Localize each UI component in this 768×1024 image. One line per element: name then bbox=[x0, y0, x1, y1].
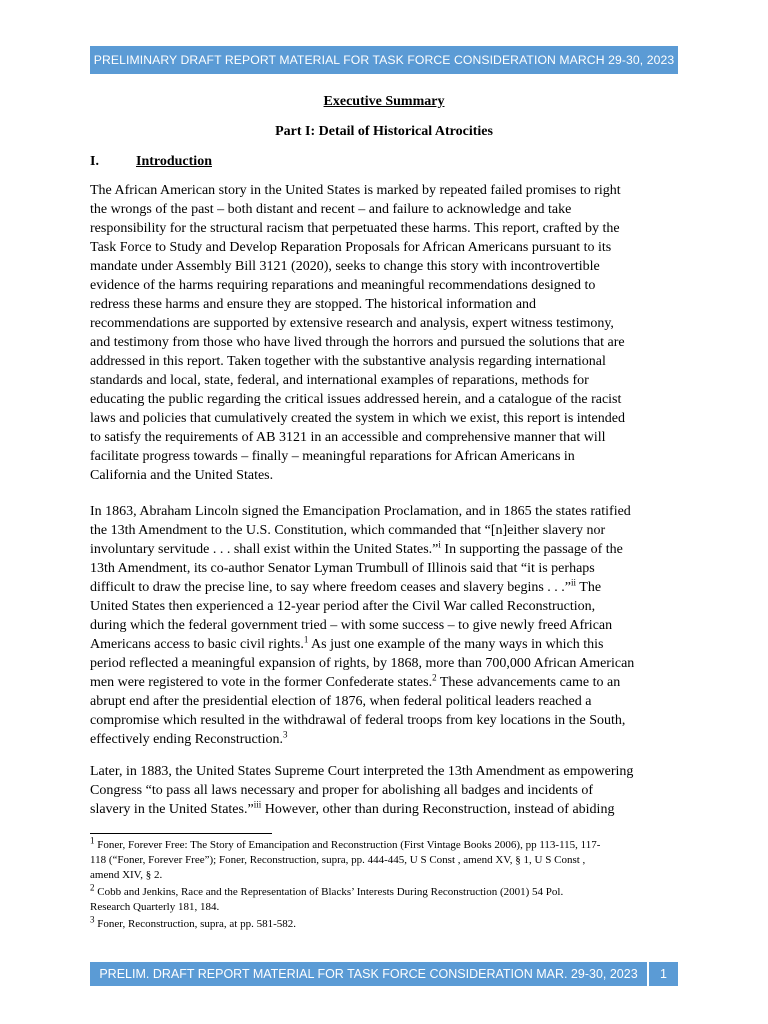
text-line: standards and local, state, federal, and international examples of reparations, methods for bbox=[90, 373, 589, 388]
text-line: educating the public regarding the critical issues addressed herein, and a catalogue of the racist bbox=[90, 392, 622, 407]
text-line: and testimony from those who have lived through the horrors and pursued the solutions that are bbox=[90, 335, 625, 350]
section-label: Introduction bbox=[136, 154, 212, 169]
text-line: Research Quarterly 181, 184. bbox=[90, 901, 220, 913]
section-heading bbox=[90, 153, 212, 171]
text-line: United States then experienced a 12-year period after the Civil War called Reconstruction, bbox=[90, 599, 596, 614]
text-segment: men were registered to vote in the former Confederate states. bbox=[90, 675, 433, 690]
text-line: facilitate progress towards – finally – meaningful reparations for African Americans in bbox=[90, 449, 575, 464]
footer-banner: PRELIM. DRAFT REPORT MATERIAL FOR TASK FORCE CONSIDERATION MAR. 29-30, 2023 bbox=[90, 962, 647, 986]
text-segment: However, other than during Reconstruction, instead of abiding bbox=[261, 802, 615, 817]
footnotes bbox=[90, 835, 690, 934]
text-segment: The bbox=[576, 580, 602, 595]
text-line bbox=[90, 882, 690, 900]
endnote-ref[interactable]: i bbox=[438, 539, 441, 550]
text-segment: In supporting the passage of the bbox=[440, 542, 623, 557]
text-line: period reflected a meaningful expansion of rights, by 1868, more than 700,000 African American bbox=[90, 656, 635, 671]
footnote-2 bbox=[90, 882, 690, 915]
text-line: amend XIV, § 2. bbox=[90, 869, 163, 881]
text-line: abrupt end after the presidential election of 1876, when federal political leaders reached a bbox=[90, 694, 592, 709]
paragraph-intro bbox=[90, 181, 682, 485]
footnote-ref[interactable]: 3 bbox=[282, 729, 288, 740]
text-line: laws and policies that cumulatively created the system in which we exist, this report is intended bbox=[90, 411, 625, 426]
text-line: mandate under Assembly Bill 3121 (2020), seeks to change this story with incontrovertible bbox=[90, 259, 600, 274]
text-line: evidence of the harms requiring reparations and meaningful recommendations designed to bbox=[90, 278, 596, 293]
text-line: addressed in this report. Taken together with the substantive analysis regarding international bbox=[90, 354, 606, 369]
text-line bbox=[90, 673, 682, 692]
footnote-mark: 1 bbox=[90, 835, 95, 846]
footnote-3 bbox=[90, 914, 690, 932]
text-line: compromise which resulted in the withdrawal of federal troops from key locations in the South, bbox=[90, 713, 626, 728]
text-line: responsibility for the structural racism that perpetuated these harms. This report, crafted by the bbox=[90, 221, 620, 236]
text-line: In 1863, Abraham Lincoln signed the Emancipation Proclamation, and in 1865 the states ratified bbox=[90, 504, 631, 519]
text-line: redress these harms and ensure they are stopped. The historical information and bbox=[90, 297, 537, 312]
text-line: Later, in 1883, the United States Supreme Court interpreted the 13th Amendment as empowering bbox=[90, 764, 634, 779]
footnote-mark: 3 bbox=[90, 914, 95, 925]
footnote-separator bbox=[90, 833, 272, 834]
text-line: recommendations are supported by extensive research and analysis, expert witness testimony, bbox=[90, 316, 614, 331]
text-segment: difficult to draw the precise line, to say where freedom ceases and slavery begins . . .” bbox=[90, 580, 572, 595]
paragraph-supreme-court bbox=[90, 762, 682, 819]
header-banner: PRELIMINARY DRAFT REPORT MATERIAL FOR TASK FORCE CONSIDERATION MARCH 29-30, 2023 bbox=[90, 46, 678, 74]
text-line: 118 (“Foner, Forever Free”); Foner, Reconstruction, supra, pp. 444-445, U S Const , amend XV, § 1, U S Const , bbox=[90, 854, 586, 866]
text-line bbox=[90, 635, 682, 654]
footnote-ref[interactable]: 1 bbox=[303, 634, 309, 645]
text-segment: slavery in the United States.” bbox=[90, 802, 254, 817]
page-number: 1 bbox=[649, 962, 678, 986]
part-title: Part I: Detail of Historical Atrocities bbox=[275, 124, 493, 139]
text-segment: Foner, Reconstruction, supra, at pp. 581-582. bbox=[94, 918, 296, 930]
text-line: California and the United States. bbox=[90, 468, 274, 483]
text-line: during which the federal government tried – with some success – to give newly freed African bbox=[90, 618, 613, 633]
text-line bbox=[90, 800, 682, 819]
text-segment: These advancements came to an bbox=[436, 675, 621, 690]
text-segment: As just one example of the many ways in which this bbox=[308, 637, 604, 652]
text-line: Congress “to pass all laws necessary and proper for abolishing all badges and incidents of bbox=[90, 783, 594, 798]
text-segment: involuntary servitude . . . shall exist within the United States.” bbox=[90, 542, 439, 557]
endnote-ref[interactable]: iii bbox=[253, 799, 262, 810]
text-segment: effectively ending Reconstruction. bbox=[90, 732, 283, 747]
text-line: the 13th Amendment to the U.S. Constitution, which commanded that “[n]either slavery nor bbox=[90, 523, 606, 538]
text-line bbox=[90, 540, 682, 559]
paragraph-emancipation bbox=[90, 502, 682, 749]
text-line: 13th Amendment, its co-author Senator Lyman Trumbull of Illinois said that “it is perhaps bbox=[90, 561, 595, 576]
text-line: Task Force to Study and Develop Reparation Proposals for African Americans pursuant to its bbox=[90, 240, 612, 255]
footnote-ref[interactable]: 2 bbox=[432, 672, 437, 683]
text-segment: Foner, Forever Free: The Story of Emancipation and Reconstruction (First Vintage Books 2006), pp 113-115, 117- bbox=[94, 839, 601, 851]
section-number: I. bbox=[90, 154, 99, 169]
text-line: to satisfy the requirements of AB 3121 in an accessible and comprehensive manner that will bbox=[90, 430, 606, 445]
text-line bbox=[90, 730, 682, 749]
endnote-ref[interactable]: ii bbox=[571, 577, 577, 588]
footnote-mark: 2 bbox=[90, 882, 95, 893]
text-segment: Cobb and Jenkins, Race and the Representation of Blacks’ Interests During Reconstruction (2001) 54 Pol. bbox=[94, 886, 564, 898]
text-line bbox=[90, 835, 690, 853]
text-line: The African American story in the United States is marked by repeated failed promises to right bbox=[90, 183, 621, 198]
text-line: the wrongs of the past – both distant and recent – and failure to acknowledge and take bbox=[90, 202, 572, 217]
text-segment: Americans access to basic civil rights. bbox=[90, 637, 304, 652]
executive-summary-title: Executive Summary bbox=[323, 94, 445, 109]
text-line bbox=[90, 578, 682, 597]
text-line bbox=[90, 914, 690, 932]
footnote-1 bbox=[90, 835, 690, 883]
